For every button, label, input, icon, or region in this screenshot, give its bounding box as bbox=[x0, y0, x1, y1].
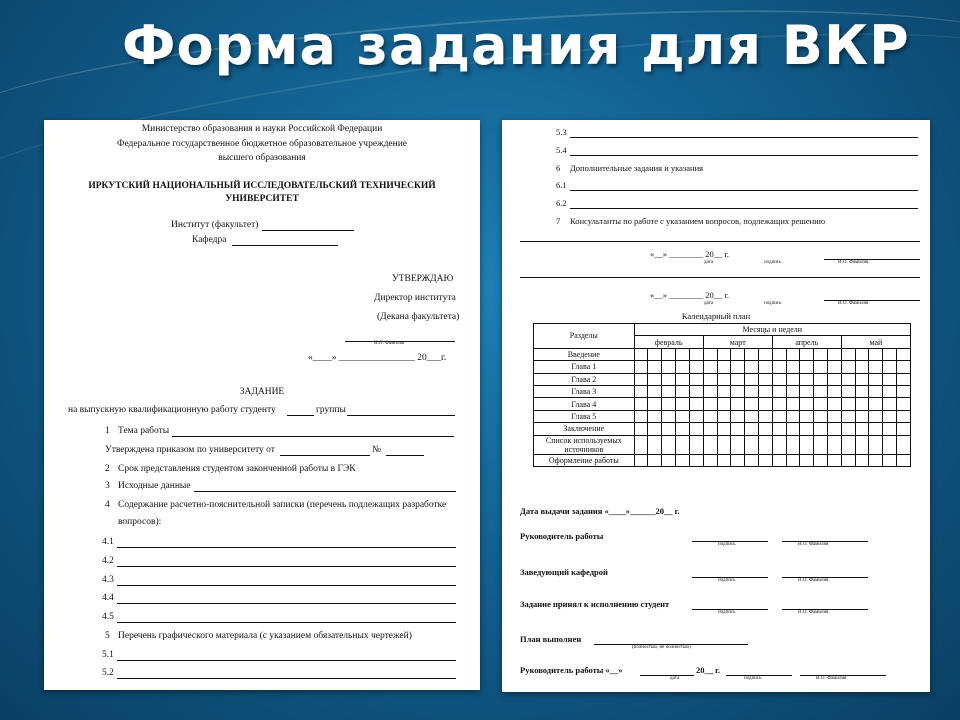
week-cell[interactable] bbox=[869, 423, 883, 435]
week-cell[interactable] bbox=[883, 361, 897, 373]
week-cell[interactable] bbox=[689, 361, 703, 373]
week-cell[interactable] bbox=[841, 454, 855, 466]
item-text: Консультанты по работе с указанием вопросов, подлежащих решению bbox=[570, 216, 826, 226]
accepted-label: Задание принял к исполнению студент bbox=[520, 599, 670, 609]
week-cell[interactable] bbox=[731, 454, 745, 466]
task-subtitle: на выпускную квалификационную работу студенту bbox=[68, 405, 276, 415]
week-cell[interactable] bbox=[841, 435, 855, 454]
university-name: ИРКУТСКИЙ НАЦИОНАЛЬНЫЙ ИССЛЕДОВАТЕЛЬСКИЙ ТЕХНИЧЕСКИЙ bbox=[88, 181, 436, 191]
week-cell[interactable] bbox=[841, 385, 855, 397]
university-name: УНИВЕРСИТЕТ bbox=[225, 194, 299, 204]
subitem-number: 5.2 bbox=[102, 668, 114, 678]
item-text: Перечень графического материала (с указанием обязательных чертежей) bbox=[118, 631, 412, 641]
supervisor-final-year: 20__ г. bbox=[696, 665, 721, 675]
week-cell[interactable] bbox=[634, 435, 648, 454]
week-cell[interactable] bbox=[676, 385, 690, 397]
supervisor-label: Руководитель работы bbox=[520, 531, 604, 541]
subitem-number: 4.2 bbox=[102, 556, 114, 566]
week-cell[interactable] bbox=[786, 398, 800, 410]
student-field[interactable] bbox=[287, 415, 314, 416]
week-cell[interactable] bbox=[869, 348, 883, 360]
subitem-number: 4.1 bbox=[102, 537, 114, 547]
week-cell[interactable] bbox=[814, 385, 828, 397]
ministry-line: Министерство образования и науки Российской Федерации bbox=[141, 124, 383, 134]
subitem-field[interactable] bbox=[570, 208, 918, 209]
consultant-field[interactable] bbox=[520, 277, 920, 278]
week-cell[interactable] bbox=[676, 398, 690, 410]
week-cell[interactable] bbox=[758, 348, 772, 360]
week-cell[interactable] bbox=[689, 398, 703, 410]
calendar-row-label: Глава 4 bbox=[534, 398, 635, 410]
subitem-number: 5.1 bbox=[102, 650, 114, 660]
order-number-label: № bbox=[372, 445, 382, 455]
caption-sign: подпись bbox=[744, 676, 762, 681]
item-number: 2 bbox=[105, 464, 110, 474]
week-cell[interactable] bbox=[662, 398, 676, 410]
dean-label: (Декана факультета) bbox=[377, 312, 460, 322]
consultant-field[interactable] bbox=[520, 241, 920, 242]
supervisor-final-month-field[interactable] bbox=[640, 675, 694, 676]
week-cell[interactable] bbox=[786, 410, 800, 422]
week-cell[interactable] bbox=[883, 398, 897, 410]
week-cell[interactable] bbox=[855, 348, 869, 360]
topic-field[interactable] bbox=[172, 436, 454, 437]
week-cell[interactable] bbox=[855, 410, 869, 422]
item-number: 4 bbox=[105, 500, 110, 510]
week-cell[interactable] bbox=[869, 361, 883, 373]
week-cell[interactable] bbox=[648, 410, 662, 422]
week-cell[interactable] bbox=[676, 348, 690, 360]
caption-name: И.О. Фамилия bbox=[816, 676, 847, 681]
week-cell[interactable] bbox=[772, 435, 786, 454]
week-cell[interactable] bbox=[897, 410, 911, 422]
week-cell[interactable] bbox=[758, 423, 772, 435]
form-page-1 bbox=[44, 120, 480, 690]
week-cell[interactable] bbox=[814, 410, 828, 422]
week-cell[interactable] bbox=[855, 435, 869, 454]
week-cell[interactable] bbox=[828, 435, 842, 454]
caption-sign: подпись bbox=[718, 610, 736, 615]
source-data-field[interactable] bbox=[194, 491, 456, 492]
week-cell[interactable] bbox=[772, 423, 786, 435]
week-cell[interactable] bbox=[883, 348, 897, 360]
week-cell[interactable] bbox=[717, 423, 731, 435]
head-label: Заведующий кафедрой bbox=[520, 567, 608, 577]
ministry-line: высшего образования bbox=[218, 153, 306, 163]
week-cell[interactable] bbox=[634, 410, 648, 422]
subitem-field[interactable] bbox=[117, 678, 456, 679]
week-cell[interactable] bbox=[828, 423, 842, 435]
calendar-row-label: Глава 5 bbox=[534, 410, 635, 422]
subitem-number: 6.2 bbox=[556, 198, 567, 208]
caption-name: И.О. Фамилия bbox=[798, 542, 829, 547]
week-cell[interactable] bbox=[703, 361, 717, 373]
subitem-number: 4.4 bbox=[102, 593, 114, 603]
week-cell[interactable] bbox=[634, 423, 648, 435]
item-number: 3 bbox=[105, 481, 110, 491]
week-cell[interactable] bbox=[772, 454, 786, 466]
caption-date: дата bbox=[670, 676, 680, 681]
week-cell[interactable] bbox=[648, 361, 662, 373]
week-cell[interactable] bbox=[745, 385, 759, 397]
week-cell[interactable] bbox=[662, 435, 676, 454]
week-cell[interactable] bbox=[897, 423, 911, 435]
month-header: апрель bbox=[772, 336, 841, 348]
subitem-field[interactable] bbox=[117, 585, 456, 586]
supervisor-final-label: Руководитель работы «__» bbox=[520, 665, 623, 675]
week-cell[interactable] bbox=[689, 410, 703, 422]
week-cell[interactable] bbox=[897, 435, 911, 454]
department-label: Кафедра bbox=[192, 235, 227, 245]
item-number: 1 bbox=[105, 426, 110, 436]
week-cell[interactable] bbox=[897, 348, 911, 360]
subitem-field[interactable] bbox=[117, 603, 456, 604]
week-cell[interactable] bbox=[855, 454, 869, 466]
subitem-field[interactable] bbox=[570, 190, 918, 191]
week-cell[interactable] bbox=[883, 410, 897, 422]
week-cell[interactable] bbox=[634, 454, 648, 466]
calendar-row bbox=[534, 348, 911, 360]
order-date-field[interactable] bbox=[280, 455, 370, 456]
week-cell[interactable] bbox=[786, 373, 800, 385]
week-cell[interactable] bbox=[662, 373, 676, 385]
week-cell[interactable] bbox=[717, 348, 731, 360]
week-cell[interactable] bbox=[800, 410, 814, 422]
week-cell[interactable] bbox=[703, 385, 717, 397]
week-cell[interactable] bbox=[689, 385, 703, 397]
week-cell[interactable] bbox=[772, 398, 786, 410]
calendar-row bbox=[534, 398, 911, 410]
week-cell[interactable] bbox=[758, 385, 772, 397]
week-cell[interactable] bbox=[814, 373, 828, 385]
calendar-row bbox=[534, 410, 911, 422]
month-header: март bbox=[703, 336, 772, 348]
week-cell[interactable] bbox=[855, 385, 869, 397]
week-cell[interactable] bbox=[786, 348, 800, 360]
week-cell[interactable] bbox=[703, 398, 717, 410]
week-cell[interactable] bbox=[800, 423, 814, 435]
subitem-field[interactable] bbox=[117, 547, 456, 548]
group-label: группы bbox=[316, 405, 346, 415]
week-cell[interactable] bbox=[883, 385, 897, 397]
week-cell[interactable] bbox=[717, 410, 731, 422]
week-cell[interactable] bbox=[662, 423, 676, 435]
week-cell[interactable] bbox=[745, 398, 759, 410]
week-cell[interactable] bbox=[634, 398, 648, 410]
week-cell[interactable] bbox=[897, 361, 911, 373]
week-cell[interactable] bbox=[745, 435, 759, 454]
week-cell[interactable] bbox=[745, 410, 759, 422]
week-cell[interactable] bbox=[689, 423, 703, 435]
header-months-weeks: Месяцы и недели bbox=[634, 324, 910, 336]
week-cell[interactable] bbox=[869, 385, 883, 397]
caption-name: И.О. Фамилия bbox=[798, 578, 829, 583]
week-cell[interactable] bbox=[648, 435, 662, 454]
week-cell[interactable] bbox=[662, 410, 676, 422]
week-cell[interactable] bbox=[745, 373, 759, 385]
subitem-field[interactable] bbox=[117, 660, 456, 661]
director-label: Директор института bbox=[374, 293, 456, 303]
week-cell[interactable] bbox=[703, 454, 717, 466]
week-cell[interactable] bbox=[869, 410, 883, 422]
week-cell[interactable] bbox=[772, 385, 786, 397]
week-cell[interactable] bbox=[814, 361, 828, 373]
subitem-number: 4.3 bbox=[102, 575, 114, 585]
calendar-row-label: Глава 2 bbox=[534, 373, 635, 385]
week-cell[interactable] bbox=[772, 361, 786, 373]
week-cell[interactable] bbox=[676, 373, 690, 385]
week-cell[interactable] bbox=[841, 410, 855, 422]
week-cell[interactable] bbox=[703, 435, 717, 454]
caption-date: дата bbox=[704, 301, 714, 306]
month-header: май bbox=[841, 336, 910, 348]
item-text: Срок представления студентом законченной работы в ГЭК bbox=[118, 464, 356, 474]
week-cell[interactable] bbox=[814, 398, 828, 410]
week-cell[interactable] bbox=[828, 385, 842, 397]
week-cell[interactable] bbox=[676, 423, 690, 435]
week-cell[interactable] bbox=[828, 348, 842, 360]
week-cell[interactable] bbox=[855, 398, 869, 410]
item-text: Исходные данные bbox=[118, 481, 191, 491]
week-cell[interactable] bbox=[800, 385, 814, 397]
subitem-field[interactable] bbox=[117, 566, 456, 567]
calendar-row bbox=[534, 361, 911, 373]
week-cell[interactable] bbox=[828, 454, 842, 466]
caption-name: И.О. Фамилия bbox=[798, 610, 829, 615]
week-cell[interactable] bbox=[745, 361, 759, 373]
week-cell[interactable] bbox=[786, 435, 800, 454]
slide-title: Форма задания для ВКР bbox=[122, 14, 910, 77]
week-cell[interactable] bbox=[800, 373, 814, 385]
institute-field[interactable] bbox=[262, 230, 354, 231]
approve-date: «____» ________________ 20___г. bbox=[308, 353, 447, 363]
week-cell[interactable] bbox=[897, 373, 911, 385]
week-cell[interactable] bbox=[731, 348, 745, 360]
consultant-date: «__» ________ 20__ г. bbox=[650, 290, 730, 300]
calendar-row bbox=[534, 435, 911, 454]
week-cell[interactable] bbox=[869, 398, 883, 410]
week-cell[interactable] bbox=[800, 398, 814, 410]
item-number: 5 bbox=[105, 631, 110, 641]
week-cell[interactable] bbox=[855, 423, 869, 435]
week-cell[interactable] bbox=[648, 454, 662, 466]
week-cell[interactable] bbox=[841, 361, 855, 373]
caption-name: И.О. Фамилия bbox=[838, 301, 869, 306]
week-cell[interactable] bbox=[676, 454, 690, 466]
subitem-field[interactable] bbox=[570, 137, 918, 138]
subitem-number: 4.5 bbox=[102, 612, 114, 622]
calendar-row-label: Глава 3 bbox=[534, 385, 635, 397]
caption-sign: подпись bbox=[764, 260, 782, 265]
item-text: Тема работы bbox=[118, 426, 170, 436]
week-cell[interactable] bbox=[731, 361, 745, 373]
caption-date: дата bbox=[704, 260, 714, 265]
week-cell[interactable] bbox=[648, 348, 662, 360]
week-cell[interactable] bbox=[717, 454, 731, 466]
week-cell[interactable] bbox=[731, 398, 745, 410]
week-cell[interactable] bbox=[897, 398, 911, 410]
week-cell[interactable] bbox=[869, 435, 883, 454]
week-cell[interactable] bbox=[689, 454, 703, 466]
week-cell[interactable] bbox=[786, 454, 800, 466]
week-cell[interactable] bbox=[897, 454, 911, 466]
item-text: Утверждена приказом по университету от bbox=[105, 445, 275, 455]
week-cell[interactable] bbox=[758, 454, 772, 466]
week-cell[interactable] bbox=[828, 410, 842, 422]
plan-done-caption: (полностью, не полностью) bbox=[632, 645, 691, 650]
week-cell[interactable] bbox=[648, 398, 662, 410]
calendar-row-label: Введение bbox=[534, 348, 635, 360]
consultant-date: «__» ________ 20__ г. bbox=[650, 249, 730, 259]
week-cell[interactable] bbox=[855, 373, 869, 385]
calendar-row bbox=[534, 454, 911, 466]
week-cell[interactable] bbox=[703, 373, 717, 385]
week-cell[interactable] bbox=[855, 361, 869, 373]
week-cell[interactable] bbox=[634, 361, 648, 373]
approve-label: УТВЕРЖДАЮ bbox=[392, 274, 454, 284]
week-cell[interactable] bbox=[731, 385, 745, 397]
week-cell[interactable] bbox=[800, 348, 814, 360]
week-cell[interactable] bbox=[745, 423, 759, 435]
calendar-title: Календарный план bbox=[681, 311, 751, 321]
week-cell[interactable] bbox=[800, 361, 814, 373]
signature-caption: И.О. Фамилия bbox=[374, 341, 405, 346]
week-cell[interactable] bbox=[634, 348, 648, 360]
week-cell[interactable] bbox=[717, 361, 731, 373]
week-cell[interactable] bbox=[786, 423, 800, 435]
calendar-row-label: Список используемых источников bbox=[534, 435, 635, 454]
week-cell[interactable] bbox=[758, 373, 772, 385]
caption-sign: подпись bbox=[764, 301, 782, 306]
calendar-row-label: Глава 1 bbox=[534, 361, 635, 373]
week-cell[interactable] bbox=[634, 373, 648, 385]
week-cell[interactable] bbox=[883, 373, 897, 385]
week-cell[interactable] bbox=[828, 398, 842, 410]
item-text: Содержание расчетно-пояснительной записки (перечень подлежащих разработке bbox=[118, 500, 447, 510]
ministry-line: Федеральное государственное бюджетное образовательное учреждение bbox=[116, 139, 408, 149]
week-cell[interactable] bbox=[648, 423, 662, 435]
week-cell[interactable] bbox=[786, 361, 800, 373]
week-cell[interactable] bbox=[758, 410, 772, 422]
week-cell[interactable] bbox=[828, 373, 842, 385]
week-cell[interactable] bbox=[717, 373, 731, 385]
week-cell[interactable] bbox=[703, 410, 717, 422]
week-cell[interactable] bbox=[689, 373, 703, 385]
week-cell[interactable] bbox=[814, 348, 828, 360]
subitem-number: 6.1 bbox=[556, 180, 567, 190]
header-sections: Разделы bbox=[534, 324, 635, 349]
week-cell[interactable] bbox=[758, 435, 772, 454]
week-cell[interactable] bbox=[841, 398, 855, 410]
week-cell[interactable] bbox=[634, 385, 648, 397]
plan-done-label: План выполнен bbox=[520, 634, 582, 644]
week-cell[interactable] bbox=[800, 454, 814, 466]
week-cell[interactable] bbox=[731, 435, 745, 454]
department-field[interactable] bbox=[232, 245, 338, 246]
calendar-row-label: Оформление работы bbox=[534, 454, 635, 466]
subitem-field[interactable] bbox=[117, 622, 456, 623]
month-header: февраль bbox=[634, 336, 703, 348]
week-cell[interactable] bbox=[731, 410, 745, 422]
week-cell[interactable] bbox=[676, 361, 690, 373]
week-cell[interactable] bbox=[745, 454, 759, 466]
week-cell[interactable] bbox=[662, 385, 676, 397]
week-cell[interactable] bbox=[883, 435, 897, 454]
order-number-field[interactable] bbox=[386, 455, 424, 456]
week-cell[interactable] bbox=[758, 361, 772, 373]
week-cell[interactable] bbox=[786, 385, 800, 397]
week-cell[interactable] bbox=[731, 423, 745, 435]
week-cell[interactable] bbox=[772, 373, 786, 385]
subitem-number: 5.4 bbox=[556, 145, 567, 155]
subitem-number: 5.3 bbox=[556, 127, 567, 137]
caption-sign: подпись bbox=[718, 578, 736, 583]
calendar-table bbox=[533, 323, 911, 467]
week-cell[interactable] bbox=[731, 373, 745, 385]
week-cell[interactable] bbox=[648, 385, 662, 397]
week-cell[interactable] bbox=[841, 348, 855, 360]
week-cell[interactable] bbox=[841, 373, 855, 385]
issue-date: Дата выдачи задания «____»______20__ г. bbox=[520, 506, 680, 516]
week-cell[interactable] bbox=[814, 435, 828, 454]
week-cell[interactable] bbox=[689, 435, 703, 454]
calendar-row-label: Заключение bbox=[534, 423, 635, 435]
week-cell[interactable] bbox=[869, 454, 883, 466]
task-title: ЗАДАНИЕ bbox=[239, 387, 285, 397]
week-cell[interactable] bbox=[800, 435, 814, 454]
item-number: 6 bbox=[556, 163, 561, 173]
week-cell[interactable] bbox=[703, 423, 717, 435]
week-cell[interactable] bbox=[814, 454, 828, 466]
group-field[interactable] bbox=[347, 415, 455, 416]
week-cell[interactable] bbox=[772, 410, 786, 422]
week-cell[interactable] bbox=[689, 348, 703, 360]
subitem-field[interactable] bbox=[570, 155, 918, 156]
form-page-2 bbox=[502, 120, 930, 692]
week-cell[interactable] bbox=[703, 348, 717, 360]
week-cell[interactable] bbox=[676, 410, 690, 422]
week-cell[interactable] bbox=[883, 454, 897, 466]
calendar-row bbox=[534, 423, 911, 435]
week-cell[interactable] bbox=[648, 373, 662, 385]
week-cell[interactable] bbox=[717, 385, 731, 397]
week-cell[interactable] bbox=[772, 348, 786, 360]
week-cell[interactable] bbox=[717, 398, 731, 410]
calendar-row bbox=[534, 385, 911, 397]
week-cell[interactable] bbox=[717, 435, 731, 454]
caption-name: И.О. Фамилия bbox=[838, 260, 869, 265]
week-cell[interactable] bbox=[841, 423, 855, 435]
week-cell[interactable] bbox=[814, 423, 828, 435]
week-cell[interactable] bbox=[676, 435, 690, 454]
week-cell[interactable] bbox=[869, 373, 883, 385]
week-cell[interactable] bbox=[662, 361, 676, 373]
institute-label: Институт (факультет) bbox=[171, 220, 259, 230]
week-cell[interactable] bbox=[897, 385, 911, 397]
questions-label: вопросов): bbox=[118, 517, 162, 527]
item-text: Дополнительные задания и указания bbox=[570, 163, 704, 173]
week-cell[interactable] bbox=[662, 454, 676, 466]
week-cell[interactable] bbox=[758, 398, 772, 410]
week-cell[interactable] bbox=[662, 348, 676, 360]
caption-sign: подпись bbox=[718, 542, 736, 547]
calendar-row bbox=[534, 373, 911, 385]
week-cell[interactable] bbox=[883, 423, 897, 435]
item-number: 7 bbox=[556, 216, 561, 226]
week-cell[interactable] bbox=[745, 348, 759, 360]
week-cell[interactable] bbox=[828, 361, 842, 373]
